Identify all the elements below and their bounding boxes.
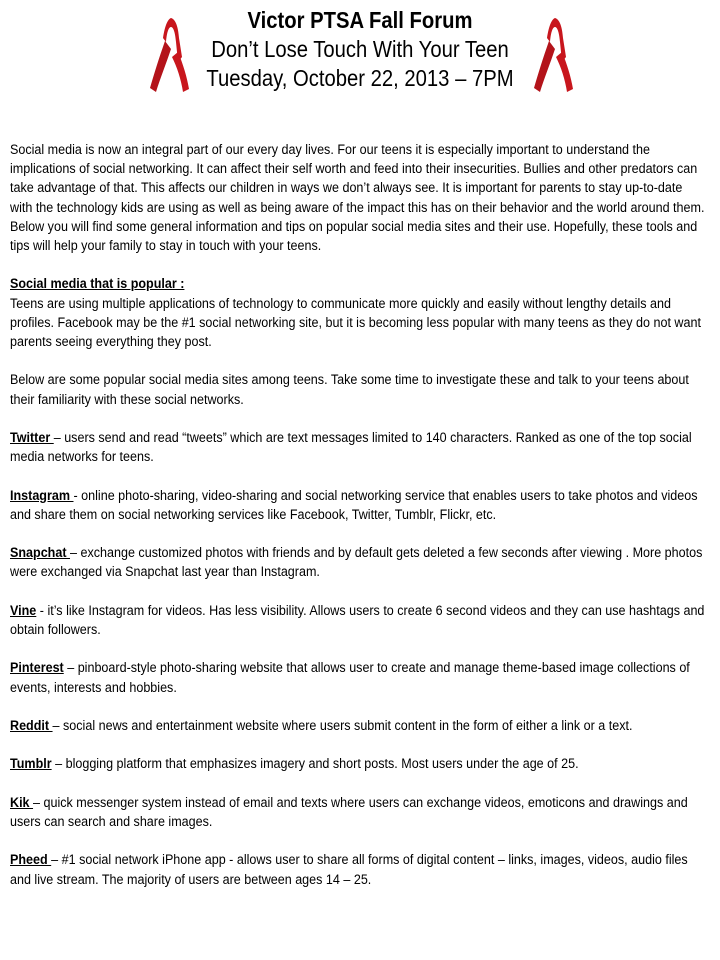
popular-text: Teens are using multiple applications of technology to communicate more quickly and easily without lengthy details and profiles. Facebook may be the #1 social networking site, but it is becoming less popular with many teens as they do not want parents seeing everything they post. — [10, 295, 701, 351]
flyer-body — [10, 141, 707, 909]
site-entry-pinterest — [10, 659, 707, 697]
site-name: Pinterest — [10, 660, 64, 677]
site-name: Vine — [10, 602, 37, 619]
site-entry-kik — [10, 794, 707, 832]
site-entry-snapchat — [10, 544, 707, 582]
awareness-ribbon-icon — [144, 8, 192, 94]
site-entry-vine — [10, 602, 707, 640]
site-entry-reddit — [10, 717, 707, 736]
site-name: Snapchat — [10, 545, 71, 562]
popular-section — [10, 275, 707, 352]
site-description: – pinboard-style photo-sharing website that allows user to create and manage theme-based image collections of events, interests and hobbies. — [10, 660, 690, 696]
site-name: Instagram — [10, 487, 74, 504]
site-name: Twitter — [10, 430, 54, 446]
title-block — [202, 6, 519, 93]
site-description: – exchange customized photos with friends and by default gets deleted a few seconds after viewing . More photos were exchanged via Snapchat last year than Instagram. — [10, 545, 703, 581]
site-name: Pheed — [10, 852, 52, 869]
site-name: Reddit — [10, 717, 53, 734]
event-date: Tuesday, October 22, 2013 – 7PM — [206, 65, 514, 91]
site-entry-tumblr — [10, 755, 707, 774]
site-name: Kik — [10, 794, 34, 811]
awareness-ribbon-icon — [528, 8, 576, 94]
site-description: - online photo-sharing, video-sharing and social networking service that enables users to take photos and videos and share them on social networking services like Facebook, Twitter, Tumblr, Flickr, etc. — [10, 487, 698, 523]
site-description: – quick messenger system instead of email and texts where users can exchange videos, emoticons and drawings and users can search and share images. — [10, 794, 688, 830]
event-title: Victor PTSA Fall Forum — [247, 7, 473, 33]
site-description: – blogging platform that emphasizes imagery and short posts. Most users under the age of 25. — [51, 756, 579, 773]
site-entry-pheed — [10, 851, 707, 889]
site-description: – #1 social network iPhone app - allows user to share all forms of digital content – links, images, videos, audio files and live stream. The majority of users are between ages 14 – 25. — [10, 852, 688, 888]
site-description: – social news and entertainment website where users submit content in the form of either a link or a text. — [52, 717, 633, 734]
flyer-header — [0, 6, 720, 106]
popular-heading: Social media that is popular : — [10, 276, 185, 293]
site-name: Tumblr — [10, 756, 52, 773]
site-description: – users send and read “tweets” which are text messages limited to 140 characters. Ranked as one of the top social media networks for teens. — [10, 430, 692, 466]
intro-paragraph: Social media is now an integral part of our every day lives. For our teens it is especially important to understand the implications of social networking. It can affect their self worth and feed into their insecurities. Bullies and other predators can take advantage of that. This affects our children in ways we don’t always see. It is important for parents to stay up-to-date with the technology kids are using as well as being aware of the impact this has on their behavior and the world around them. Below you will find some general information and tips on popular social media sites and their use. Hopefully, these tools and tips will help your family to stay in touch with your teens. — [10, 142, 705, 255]
site-description: - it’s like Instagram for videos. Has less visibility. Allows users to create 6 second videos and they can use hashtags and obtain followers. — [10, 602, 705, 638]
site-entry-instagram — [10, 487, 707, 525]
sites-intro: Below are some popular social media sites among teens. Take some time to investigate these and talk to your teens about their familiarity with these social networks. — [10, 372, 689, 408]
event-subtitle: Don’t Lose Touch With Your Teen — [211, 36, 509, 62]
site-entry-twitter — [10, 429, 707, 467]
